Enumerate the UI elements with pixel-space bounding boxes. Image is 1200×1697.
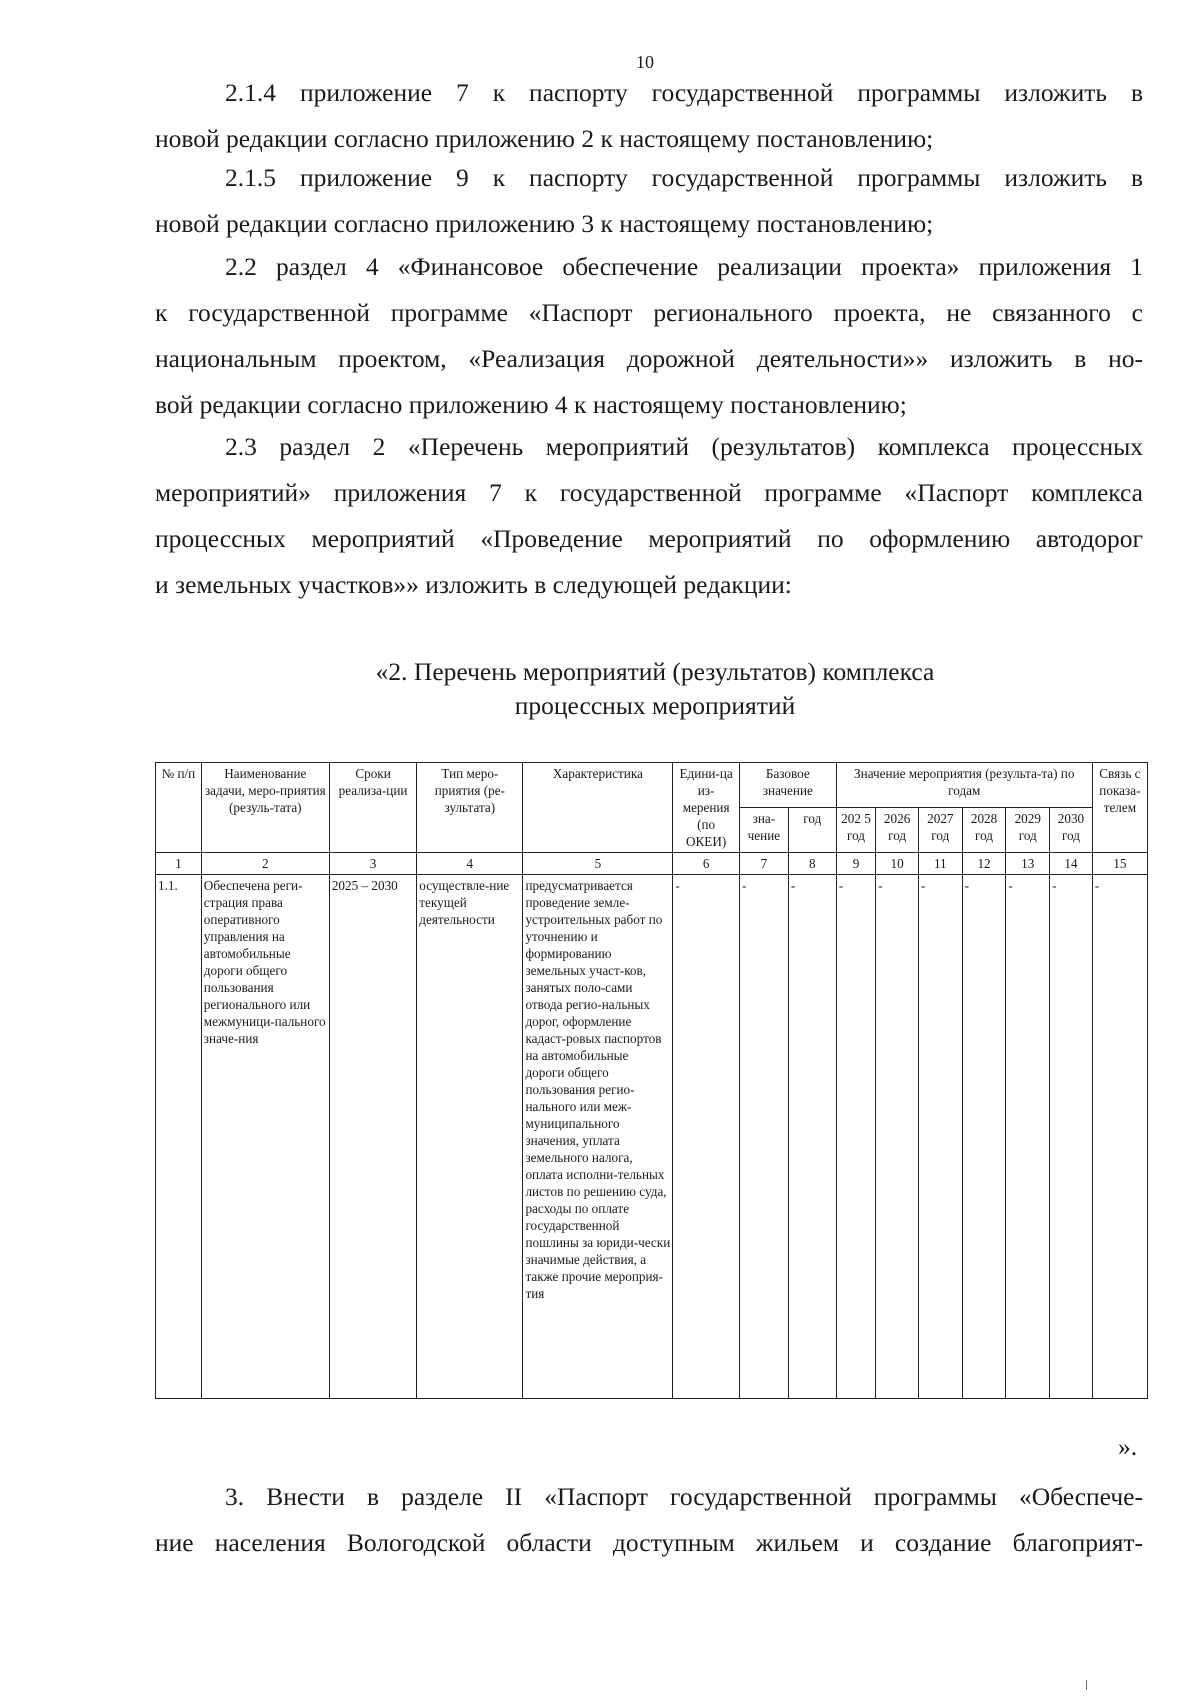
row-base-year: - — [788, 875, 836, 1399]
header-year: 202 5 год — [836, 808, 876, 853]
row-unit: - — [673, 875, 740, 1399]
header-unit: Едини-ца из-мерения (по ОКЕИ) — [673, 763, 740, 853]
header-year: 2029 год — [1006, 808, 1050, 853]
text-line: национальным проектом, «Реализация дорожной деятельности»» изложить в но- — [155, 344, 1143, 373]
paragraph-2-2 — [155, 244, 1143, 428]
column-number-row — [156, 853, 1148, 875]
text-line: вой редакции согласно приложению 4 к настоящему постановлению; — [155, 390, 907, 419]
row-num: 1.1. — [156, 875, 202, 1399]
closing-quote: ». — [1118, 1432, 1138, 1461]
row-year-value: - — [836, 875, 876, 1399]
header-num: № п/п — [156, 763, 202, 853]
column-number: 8 — [788, 853, 836, 875]
header-base: Базовое значение — [739, 763, 836, 808]
header-year: 2030 год — [1050, 808, 1093, 853]
header-characteristic: Характеристика — [523, 763, 673, 853]
scan-mark — [1086, 1680, 1087, 1690]
text-line: новой редакции согласно приложению 2 к настоящему постановлению; — [155, 124, 934, 153]
text-line: ние населения Вологодской области доступным жильем и создание благоприят- — [155, 1528, 1143, 1557]
row-year-value: - — [1050, 875, 1093, 1399]
row-base-value: - — [739, 875, 788, 1399]
header-base-year: год — [788, 808, 836, 853]
column-number: 12 — [962, 853, 1006, 875]
text-line: 3. Внести в разделе II «Паспорт государственной программы «Обеспече- — [225, 1482, 1143, 1511]
text-line: процессных мероприятий «Проведение мероприятий по оформлению автодорог — [155, 524, 1143, 553]
paragraph-2-1-4 — [155, 70, 1143, 162]
row-year-value: - — [962, 875, 1006, 1399]
column-number: 5 — [523, 853, 673, 875]
header-year: 2028 год — [962, 808, 1006, 853]
paragraph-2-3 — [155, 424, 1143, 608]
column-number: 1 — [156, 853, 202, 875]
text-line: 2.1.4 приложение 7 к паспорту государственной программы изложить в — [225, 78, 1143, 107]
header-terms: Сроки реализа-ции — [329, 763, 416, 853]
row-characteristic: предусматривается проведение земле-устроительных работ по уточнению и формированию земельных участ-ков, занятых поло-сами отвода регио-нальных дорог, оформление кадаст-ровых паспортов на автомобильные дороги общего пользования регио-нального или меж-муниципального значения, уплата земельного налога, оплата исполни-тельных листов по решению суда, расходы по оплате государственной пошлины за юриди-чески значимые действия, а также прочие мероприя-тия — [523, 875, 673, 1399]
text-line: к государственной программе «Паспорт регионального проекта, не связанного с — [155, 298, 1143, 327]
row-name: Обеспечена реги-страция права оперативного управления на автомобильные дороги общего пользования регионального или межмуници-пального значе-ния — [201, 875, 329, 1399]
section-title-line: процессных мероприятий — [514, 691, 796, 720]
column-number: 6 — [673, 853, 740, 875]
section-title — [155, 655, 1155, 723]
text-line: 2.1.5 приложение 9 к паспорту государственной программы изложить в — [225, 163, 1143, 192]
column-number: 7 — [739, 853, 788, 875]
row-year-value: - — [918, 875, 962, 1399]
measures-table — [155, 762, 1148, 1399]
text-line: 2.3 раздел 2 «Перечень мероприятий (результатов) комплекса процессных — [225, 432, 1143, 461]
column-number: 10 — [876, 853, 919, 875]
text-line: мероприятий» приложения 7 к государственной программе «Паспорт комплекса — [155, 478, 1143, 507]
text-line: 2.2 раздел 4 «Финансовое обеспечение реализации проекта» приложения 1 — [225, 252, 1143, 281]
paragraph-2-1-5 — [155, 155, 1143, 247]
column-number: 9 — [836, 853, 876, 875]
paragraph-3 — [155, 1474, 1143, 1566]
header-link: Связь с показа-телем — [1092, 763, 1147, 853]
header-year: 2026 год — [876, 808, 919, 853]
text-line: новой редакции согласно приложению 3 к настоящему постановлению; — [155, 209, 934, 238]
table-row — [156, 875, 1148, 1399]
header-type: Тип меро-приятия (ре-зультата) — [417, 763, 523, 853]
column-number: 14 — [1050, 853, 1093, 875]
column-number: 3 — [329, 853, 416, 875]
column-number: 11 — [918, 853, 962, 875]
column-number: 4 — [417, 853, 523, 875]
header-name: Наименование задачи, меро-приятия (резуль-тата) — [201, 763, 329, 853]
header-year: 2027 год — [918, 808, 962, 853]
section-title-line: «2. Перечень мероприятий (результатов) комплекса — [375, 657, 935, 686]
column-number: 13 — [1006, 853, 1050, 875]
header-values-by-year: Значение мероприятия (результа-та) по годам — [836, 763, 1092, 808]
column-number: 15 — [1092, 853, 1147, 875]
row-year-value: - — [1006, 875, 1050, 1399]
column-number: 2 — [201, 853, 329, 875]
page-number: 10 — [636, 52, 654, 72]
row-year-value: - — [876, 875, 919, 1399]
row-type: осуществле-ние текущей деятельности — [417, 875, 523, 1399]
row-terms: 2025 – 2030 — [329, 875, 416, 1399]
row-link: - — [1092, 875, 1147, 1399]
text-line: и земельных участков»» изложить в следующей редакции: — [155, 570, 792, 599]
header-base-value: зна-чение — [739, 808, 788, 853]
